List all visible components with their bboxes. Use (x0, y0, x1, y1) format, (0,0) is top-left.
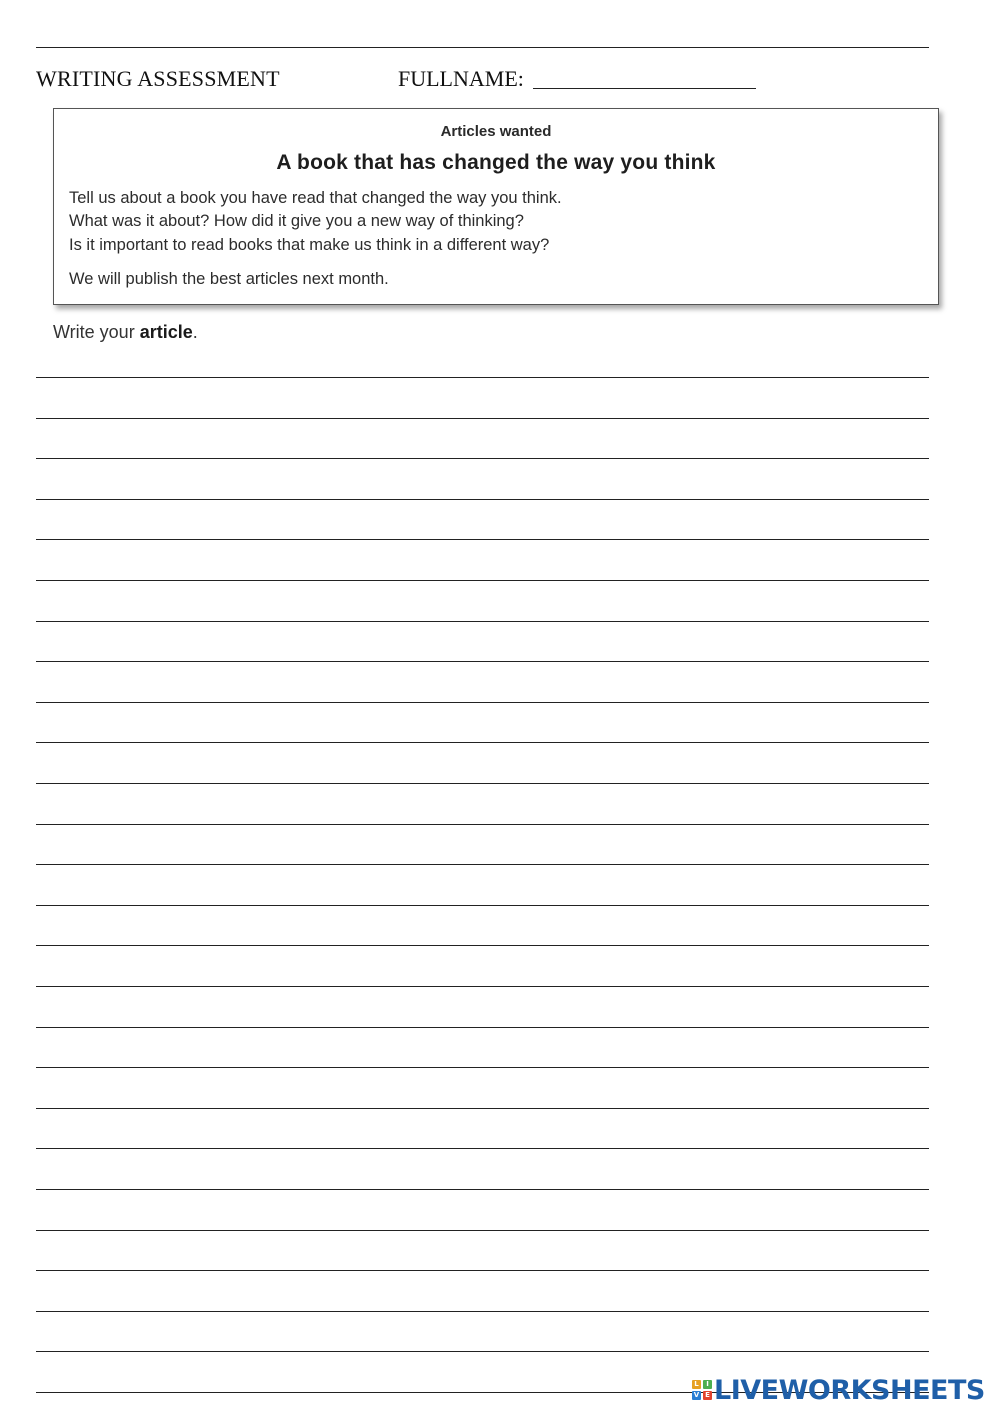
writing-line[interactable] (36, 702, 929, 703)
logo-tile: V (693, 1391, 700, 1399)
instruction-suffix: . (192, 322, 198, 342)
writing-line[interactable] (36, 1270, 929, 1271)
writing-line[interactable] (36, 661, 929, 662)
fullname-field[interactable] (533, 88, 756, 89)
liveworksheets-logo (692, 1375, 985, 1405)
writing-line[interactable] (36, 499, 929, 500)
writing-line[interactable] (36, 864, 929, 865)
writing-line[interactable] (36, 418, 929, 419)
logo-tiles-icon (692, 1380, 712, 1400)
prompt-kicker: Articles wanted (440, 123, 552, 140)
writing-line[interactable] (36, 1189, 929, 1190)
logo-text: LIVEWORKSHEETS (714, 1374, 985, 1406)
prompt-line: Tell us about a book you have read that changed the way you think. (69, 189, 562, 207)
writing-line[interactable] (36, 377, 929, 378)
header (36, 66, 936, 94)
logo-tile: L (692, 1380, 701, 1389)
assessment-title: WRITING ASSESSMENT (36, 66, 280, 91)
instruction (53, 322, 198, 343)
writing-line[interactable] (36, 1108, 929, 1109)
logo-tile: E (703, 1391, 712, 1400)
prompt-line: What was it about? How did it give you a new way of thinking? (69, 212, 524, 230)
instruction-bold: article (139, 322, 193, 342)
writing-line[interactable] (36, 580, 929, 581)
writing-line[interactable] (36, 458, 929, 459)
writing-line[interactable] (36, 783, 929, 784)
fullname-label: FULLNAME: (398, 66, 524, 91)
writing-line[interactable] (36, 621, 929, 622)
writing-line[interactable] (36, 1311, 929, 1312)
prompt-line: Is it important to read books that make us think in a different way? (69, 236, 550, 254)
instruction-prefix: Write your (53, 322, 140, 342)
logo-tile: I (703, 1380, 712, 1389)
prompt-box (53, 108, 939, 305)
top-rule (36, 47, 929, 48)
writing-line[interactable] (36, 905, 929, 906)
writing-line[interactable] (36, 824, 929, 825)
writing-line[interactable] (36, 1067, 929, 1068)
writing-line[interactable] (36, 539, 929, 540)
writing-line[interactable] (36, 945, 929, 946)
writing-line[interactable] (36, 1148, 929, 1149)
writing-line[interactable] (36, 1230, 929, 1231)
writing-line[interactable] (36, 1027, 929, 1028)
writing-line[interactable] (36, 1351, 929, 1352)
writing-line[interactable] (36, 742, 929, 743)
prompt-title: A book that has changed the way you think (276, 151, 716, 174)
prompt-line: We will publish the best articles next month. (69, 270, 389, 288)
writing-line[interactable] (36, 986, 929, 987)
